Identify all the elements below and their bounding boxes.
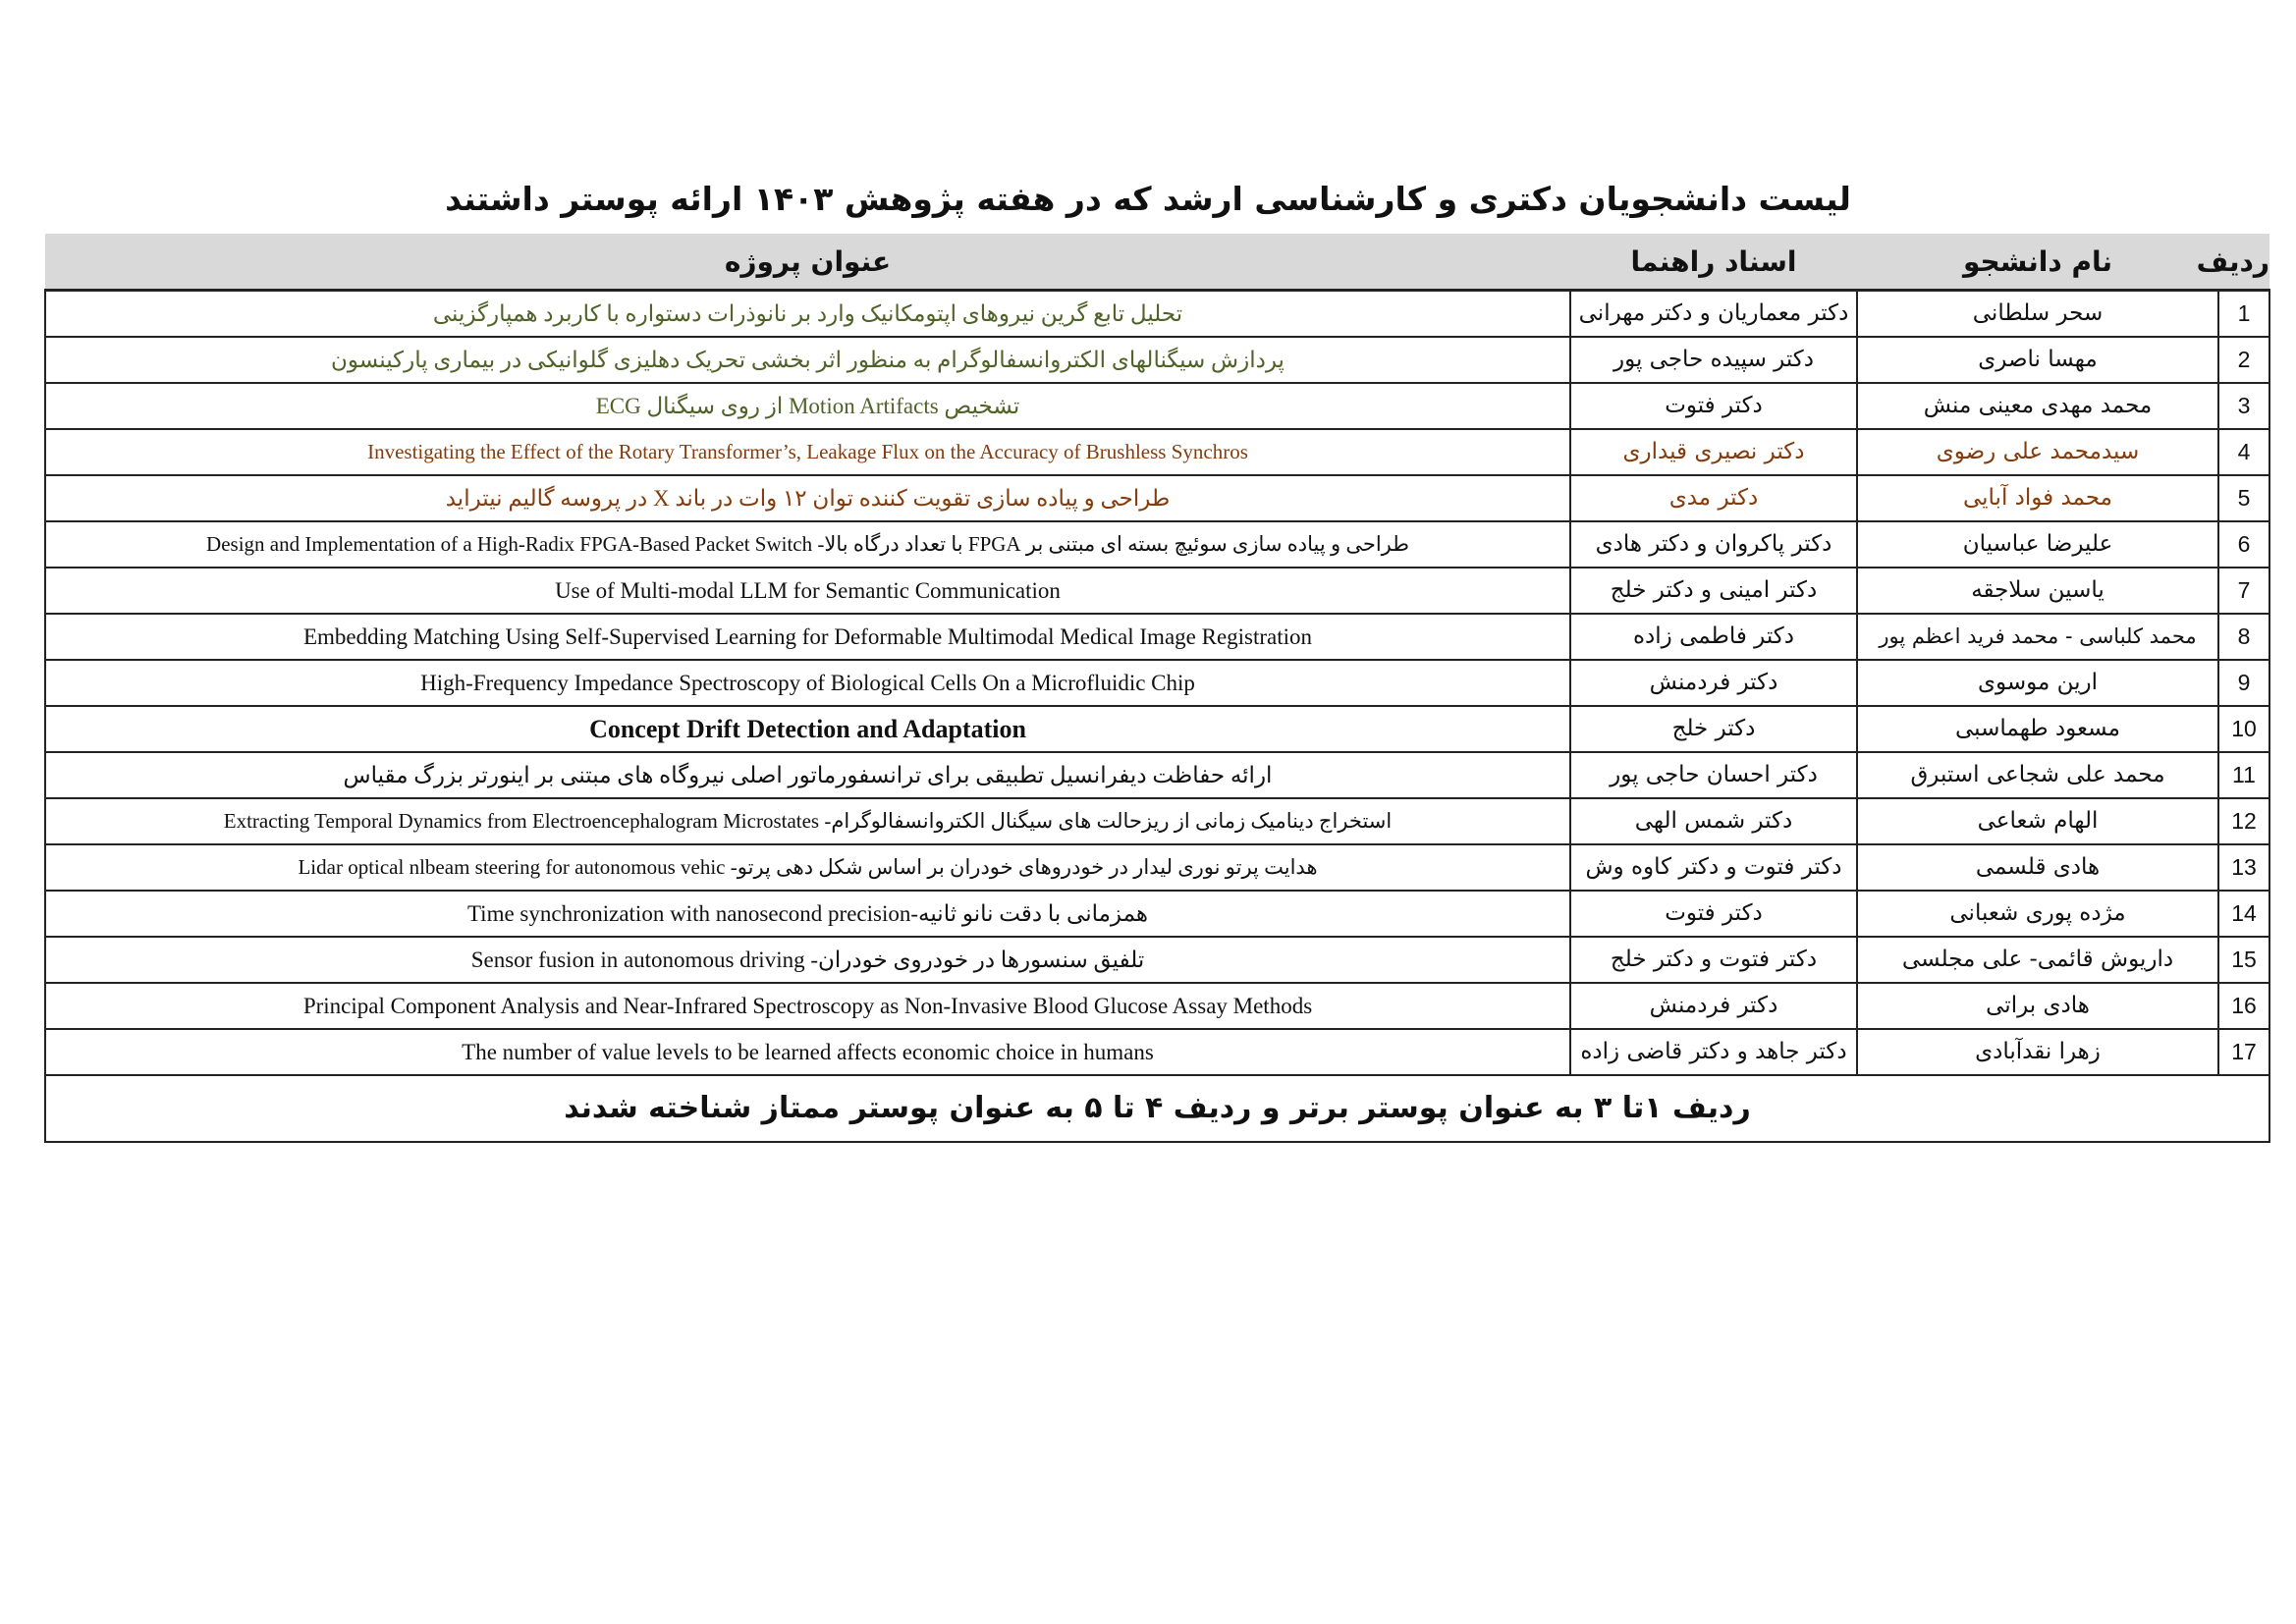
- table-row: [45, 660, 2269, 706]
- project-title: Concept Drift Detection and Adaptation: [45, 706, 1570, 752]
- table-row: [45, 891, 2269, 937]
- project-title: ارائه حفاظت دیفرانسیل تطبیقی برای ترانسفورماتور اصلی نیروگاه های مبتنی بر اینورتر بزرگ مقیاس: [45, 752, 1570, 798]
- advisor-name: دکتر مدی: [1570, 475, 1857, 521]
- row-number: 8: [2218, 614, 2269, 660]
- advisor-name: دکتر فردمنش: [1570, 660, 1857, 706]
- table-row: [45, 568, 2269, 614]
- row-number: 6: [2218, 521, 2269, 568]
- footnote: ردیف ۱تا ۳ به عنوان پوستر برتر و ردیف ۴ تا ۵ به عنوان پوستر ممتاز شناخته شدند: [45, 1075, 2269, 1142]
- student-name: الهام شعاعی: [1857, 798, 2218, 844]
- student-name: زهرا نقدآبادی: [1857, 1029, 2218, 1075]
- row-number: 4: [2218, 429, 2269, 475]
- advisor-name: دکتر فتوت و دکتر خلج: [1570, 937, 1857, 983]
- student-name: محمد کلباسی - محمد فرید اعظم پور: [1857, 614, 2218, 660]
- table-row: [45, 521, 2269, 568]
- student-name: محمد مهدی معینی منش: [1857, 383, 2218, 429]
- advisor-name: دکتر امینی و دکتر خلج: [1570, 568, 1857, 614]
- table-row: [45, 337, 2269, 383]
- project-title: Embedding Matching Using Self-Supervised Learning for Deformable Multimodal Medical Image Registration: [45, 614, 1570, 660]
- student-name: مسعود طهماسبی: [1857, 706, 2218, 752]
- project-title: Investigating the Effect of the Rotary Transformer’s, Leakage Flux on the Accuracy of Brushless Synchros: [45, 429, 1570, 475]
- table-row: [45, 844, 2269, 891]
- advisor-name: دکتر فاطمی زاده: [1570, 614, 1857, 660]
- footnote-row: [45, 1075, 2269, 1142]
- student-name: سحر سلطانی: [1857, 291, 2218, 338]
- project-title: Use of Multi-modal LLM for Semantic Communication: [45, 568, 1570, 614]
- row-number: 11: [2218, 752, 2269, 798]
- student-name: محمد فواد آبایی: [1857, 475, 2218, 521]
- advisor-name: دکتر فردمنش: [1570, 983, 1857, 1029]
- student-name: مهسا ناصری: [1857, 337, 2218, 383]
- table-row: [45, 383, 2269, 429]
- project-title: تحلیل تابع گرین نیروهای اپتومکانیک وارد بر نانوذرات دستواره با کاربرد همپارگزینی: [45, 291, 1570, 338]
- table-row: [45, 937, 2269, 983]
- student-name: سیدمحمد علی رضوی: [1857, 429, 2218, 475]
- row-number: 15: [2218, 937, 2269, 983]
- student-name: یاسین سلاجقه: [1857, 568, 2218, 614]
- advisor-name: دکتر فتوت: [1570, 383, 1857, 429]
- header-row-number: ردیف: [2218, 234, 2269, 291]
- project-title: تشخیص Motion Artifacts از روی سیگنال ECG: [45, 383, 1570, 429]
- advisor-name: دکتر فتوت: [1570, 891, 1857, 937]
- student-name: هادی براتی: [1857, 983, 2218, 1029]
- advisor-name: دکتر احسان حاجی پور: [1570, 752, 1857, 798]
- table-row: [45, 475, 2269, 521]
- row-number: 9: [2218, 660, 2269, 706]
- row-number: 2: [2218, 337, 2269, 383]
- student-name: علیرضا عباسیان: [1857, 521, 2218, 568]
- project-title: طراحی و پیاده سازی سوئیچ بسته ای مبتنی بر FPGA با تعداد درگاه بالا- Design and Implementation of a High-Radix FPGA-Based Packet Switch: [45, 521, 1570, 568]
- project-title: Principal Component Analysis and Near-Infrared Spectroscopy as Non-Invasive Blood Glucose Assay Methods: [45, 983, 1570, 1029]
- project-title: پردازش سیگنالهای الکتروانسفالوگرام به منظور اثر بخشی تحریک دهلیزی گلوانیکی در بیماری پارکینسون: [45, 337, 1570, 383]
- advisor-name: دکتر نصیری قیداری: [1570, 429, 1857, 475]
- table-row: [45, 798, 2269, 844]
- student-name: مژده پوری شعبانی: [1857, 891, 2218, 937]
- row-number: 12: [2218, 798, 2269, 844]
- header-advisor: اسناد راهنما: [1570, 234, 1857, 291]
- row-number: 3: [2218, 383, 2269, 429]
- advisor-name: دکتر فتوت و دکتر کاوه وش: [1570, 844, 1857, 891]
- project-title: همزمانی با دقت نانو ثانیه-Time synchronization with nanosecond precision: [45, 891, 1570, 937]
- advisor-name: دکتر سپیده حاجی پور: [1570, 337, 1857, 383]
- row-number: 7: [2218, 568, 2269, 614]
- advisor-name: دکتر جاهد و دکتر قاضی زاده: [1570, 1029, 1857, 1075]
- table-row: [45, 983, 2269, 1029]
- advisor-name: دکتر پاکروان و دکتر هادی: [1570, 521, 1857, 568]
- table-row: [45, 429, 2269, 475]
- table-row: [45, 706, 2269, 752]
- row-number: 17: [2218, 1029, 2269, 1075]
- poster-table: [44, 234, 2270, 1143]
- page-title: لیست دانشجویان دکتری و کارشناسی ارشد که در هفته پژوهش ۱۴۰۳ ارائه پوستر داشتند: [445, 180, 1851, 218]
- advisor-name: دکتر شمس الهی: [1570, 798, 1857, 844]
- advisor-name: دکتر معماریان و دکتر مهرانی: [1570, 291, 1857, 338]
- header-project-title: عنوان پروژه: [45, 234, 1570, 291]
- row-number: 10: [2218, 706, 2269, 752]
- table-row: [45, 752, 2269, 798]
- row-number: 16: [2218, 983, 2269, 1029]
- row-number: 13: [2218, 844, 2269, 891]
- student-name: هادی قلسمی: [1857, 844, 2218, 891]
- project-title: طراحی و پیاده سازی تقویت کننده توان ۱۲ وات در باند X در پروسه گالیم نیترايد: [45, 475, 1570, 521]
- student-name: محمد علی شجاعی استبرق: [1857, 752, 2218, 798]
- header-student-name: نام دانشجو: [1857, 234, 2218, 291]
- project-title: تلفیق سنسورها در خودروی خودران- Sensor fusion in autonomous driving: [45, 937, 1570, 983]
- row-number: 1: [2218, 291, 2269, 338]
- advisor-name: دکتر خلج: [1570, 706, 1857, 752]
- row-number: 5: [2218, 475, 2269, 521]
- project-title: هدایت پرتو نوری لیدار در خودروهای خودران بر اساس شکل دهی پرتو- Lidar optical nlbeam steering for autonomous vehic: [45, 844, 1570, 891]
- student-name: داریوش قائمی- علی مجلسی: [1857, 937, 2218, 983]
- project-title: High-Frequency Impedance Spectroscopy of Biological Cells On a Microfluidic Chip: [45, 660, 1570, 706]
- student-name: ارین موسوی: [1857, 660, 2218, 706]
- table-row: [45, 291, 2269, 338]
- table-row: [45, 614, 2269, 660]
- table-row: [45, 1029, 2269, 1075]
- project-title: استخراج دینامیک زمانی از ریزحالت های سیگنال الکتروانسفالوگرام- Extracting Temporal Dynamics from Electroencephalogram Microstates: [45, 798, 1570, 844]
- project-title: The number of value levels to be learned affects economic choice in humans: [45, 1029, 1570, 1075]
- table-header-row: [45, 234, 2269, 291]
- row-number: 14: [2218, 891, 2269, 937]
